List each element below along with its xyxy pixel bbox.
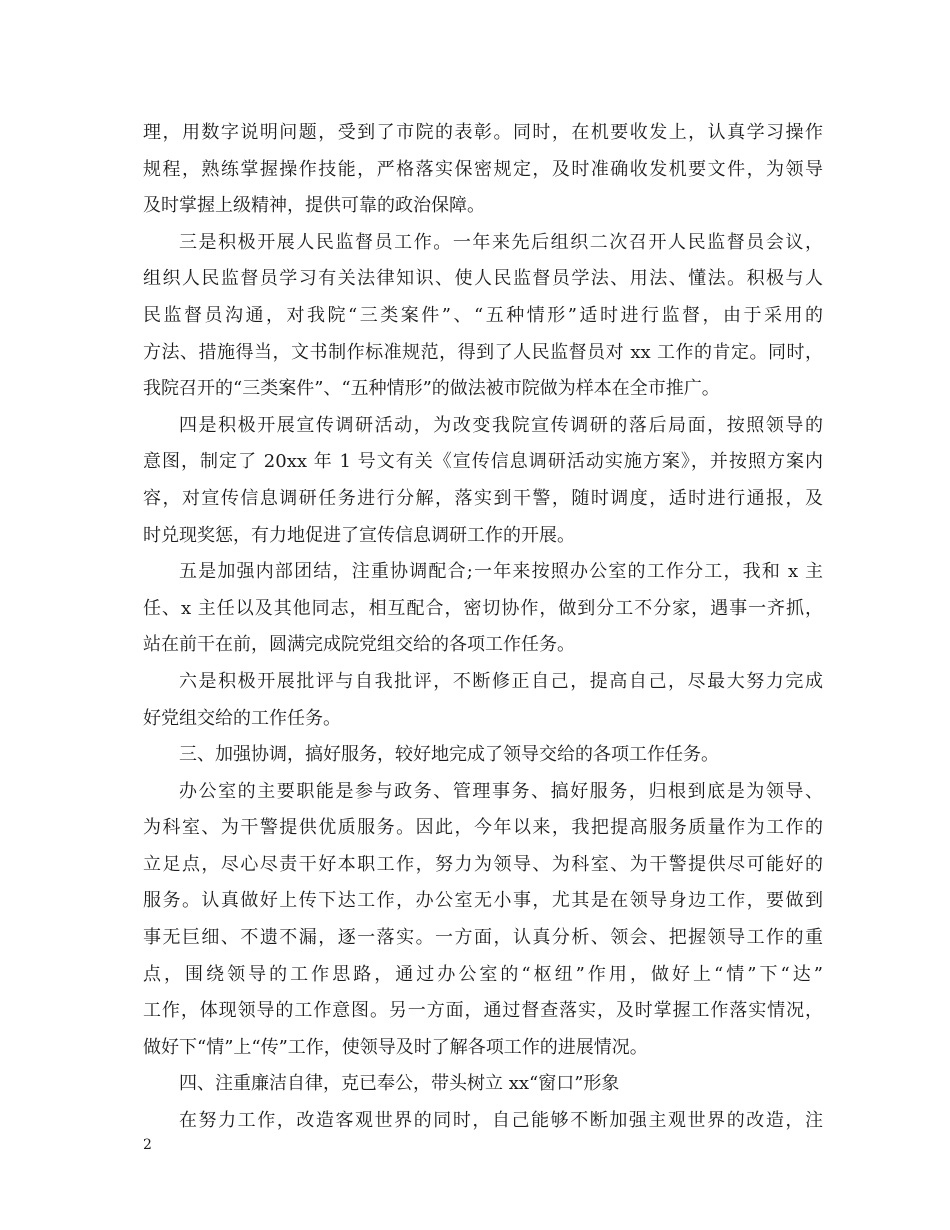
section-heading: 三、加强协调，搞好服务，较好地完成了领导交给的各项工作任务。 — [179, 744, 719, 766]
text-line: 点，围绕领导的工作思路，通过办公室的“枢纽”作用，做好上“情”下“达” — [143, 963, 823, 985]
text-line: 为科室、为干警提供优质服务。因此，今年以来，我把提高服务质量作为工作的 — [143, 817, 823, 839]
text-line: 服务。认真做好上传下达工作，办公室无小事，尤其是在领导身边工作，要做到 — [143, 890, 823, 912]
text-line: 规程，熟练掌握操作技能，严格落实保密规定，及时准确收发机要文件，为领导 — [143, 158, 823, 180]
paragraph-start-line: 办公室的主要职能是参与政务、管理事务、搞好服务，归根到底是为领导、 — [179, 780, 823, 802]
text-line: 容，对宣传信息调研任务进行分解，落实到干警，随时调度，适时进行通报，及 — [143, 487, 823, 509]
document-body — [143, 115, 823, 1140]
text-line: 事无巨细、不遗不漏，逐一落实。一方面，认真分析、领会、把握领导工作的重 — [143, 927, 823, 949]
text-line: 我院召开的“三类案件”、“五种情形”的做法被市院做为样本在全市推广。 — [143, 378, 720, 400]
paragraph-start-line: 四是积极开展宣传调研活动，为改变我院宣传调研的落后局面，按照领导的 — [179, 414, 823, 436]
text-line: 工作，体现领导的工作意图。另一方面，通过督查落实，及时掌握工作落实情况， — [143, 1000, 823, 1022]
text-line: 理，用数字说明问题，受到了市院的表彰。同时，在机要收发上，认真学习操作 — [143, 122, 823, 143]
text-line: 方法、措施得当，文书制作标准规范，得到了人民监督员对 xx 工作的肯定。同时， — [143, 341, 823, 363]
text-line: 民监督员沟通，对我院“三类案件”、“五种情形”适时进行监督，由于采用的 — [143, 304, 823, 326]
text-line: 任、x 主任以及其他同志，相互配合，密切协作，做到分工不分家，遇事一齐抓， — [143, 597, 823, 619]
page-number: 2 — [143, 1137, 152, 1153]
text-line: 站在前干在前，圆满完成院党组交给的各项工作任务。 — [143, 634, 575, 656]
paragraph-start-line: 六是积极开展批评与自我批评，不断修正自己，提高自己，尽最大努力完成 — [179, 670, 823, 692]
section-heading: 四、注重廉洁自律，克已奉公，带头树立 xx“窗口”形象 — [179, 1073, 620, 1095]
text-line: 意图，制定了 20xx 年 1 号文有关《宣传信息调研活动实施方案》，并按照方案内 — [143, 451, 823, 473]
text-line: 组织人民监督员学习有关法律知识、使人民监督员学法、用法、懂法。积极与人 — [143, 268, 823, 290]
text-line: 做好下“情”上“传”工作，使领导及时了解各项工作的进展情况。 — [143, 1036, 648, 1058]
paragraph-start-line: 五是加强内部团结，注重协调配合;一年来按照办公室的工作分工，我和 x 主 — [179, 561, 823, 583]
text-line: 及时掌握上级精神，提供可靠的政治保障。 — [143, 195, 485, 217]
paragraph-start-line: 在努力工作，改造客观世界的同时，自己能够不断加强主观世界的改造，注 — [179, 1110, 823, 1132]
paragraph-start-line: 三是积极开展人民监督员工作。一年来先后组织二次召开人民监督员会议， — [179, 231, 823, 253]
text-line: 好党组交给的工作任务。 — [143, 707, 341, 729]
text-line: 立足点，尽心尽责干好本职工作，努力为领导、为科室、为干警提供尽可能好的 — [143, 853, 823, 875]
text-line: 时兑现奖惩，有力地促进了宣传信息调研工作的开展。 — [143, 524, 575, 546]
